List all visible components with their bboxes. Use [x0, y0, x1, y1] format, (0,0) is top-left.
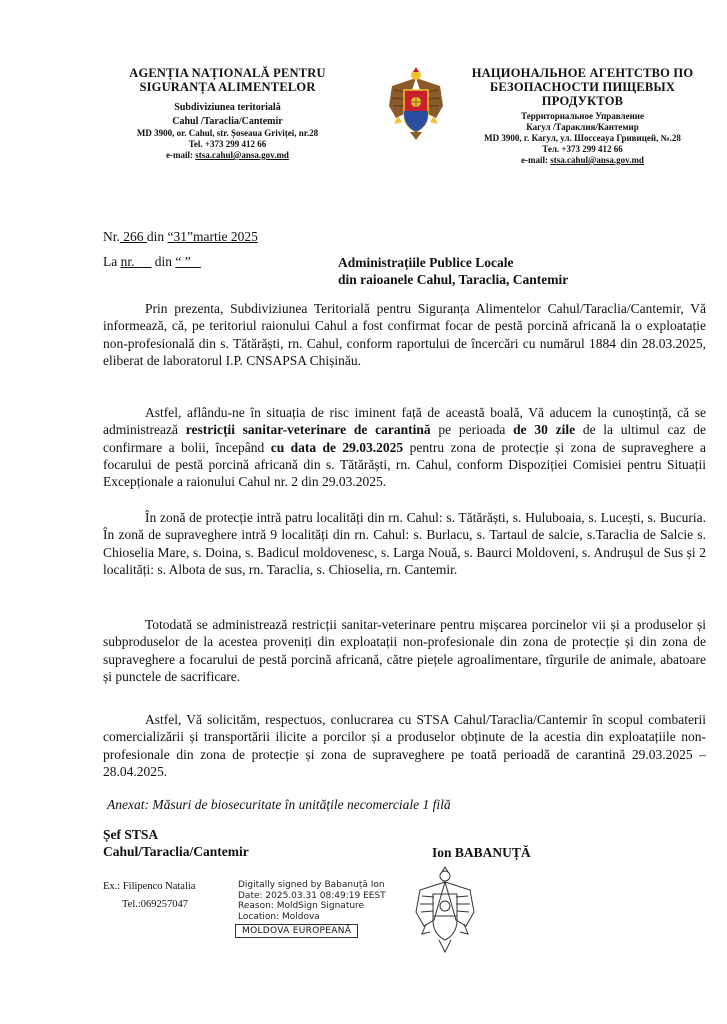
email-link-ro[interactable]: stsa.cahul@ansa.gov.md	[195, 150, 289, 160]
nr-prefix: Nr.	[103, 229, 120, 244]
email-label-ru: e-mail:	[521, 155, 549, 165]
paragraph-2	[103, 404, 706, 490]
moldova-coat-of-arms-icon	[386, 66, 446, 142]
paragraph-1-text: Prin prezenta, Subdiviziunea Teritorială pentru Siguranța Alimentelor Cahul/Taraclia/Cantemir, Vă informează, că, pe teritoriul raionului Cahul a fost confirmat focar de pestă porcină africană la o exploatație non-profesională din s. Tătărăști, rn. Cahul, conform raportului de încercări cu numărul 1884 din 28.03.2025, eliberat de laboratorul I.P. CNSAPSA Chișinău.	[103, 301, 706, 368]
email-row-ro	[105, 150, 350, 161]
moldova-coat-of-arms-outline-icon	[412, 866, 478, 956]
tel-ru: Тел. +373 299 412 66	[542, 144, 623, 154]
nr-din: din	[146, 229, 168, 244]
executor-name: Ex.: Filipenco Natalia	[103, 881, 196, 892]
digital-signature-info	[238, 880, 386, 922]
paragraph-3-text: În zonă de protecție intră patru localități din rn. Cahul: s. Tătărăști, s. Huluboaia, s. Lucești, s. Bucuria. În zonă de supraveghere intră 9 localități din rn. Cahul: s. Burlacu, s. Tartaul de salcie, s.Taraclia de Salcie s. Chioselia Mare, s. Doina, s. Badicul moldovenesc, s. Larga Nouă, s. Baurci Moldoveni, s. Andrușul de Sus și 2 localități: s. Albota de sus, rn. Taraclia, s. Chioselia, rn. Cantemir.	[103, 510, 706, 577]
signatory-role	[103, 826, 249, 860]
la-din: din	[151, 254, 176, 269]
subdivision-ru-line1: Территориальное Управление	[521, 111, 644, 121]
paragraph-3	[103, 509, 706, 578]
agency-title-ro-line2: SIGURANȚA ALIMENTELOR	[139, 80, 316, 94]
paragraph-4	[103, 616, 706, 685]
agency-title-ru-line2: БЕЗОПАСНОСТИ ПИЩЕВЫХ	[489, 80, 676, 94]
digital-signature-line4: Location: Moldova	[238, 911, 320, 922]
addressee-line2: din raioanele Cahul, Taraclia, Cantemir	[338, 272, 569, 287]
p2-duration: de 30 zile	[513, 422, 576, 438]
executor-phone: Tel.:069257047	[122, 899, 189, 910]
email-row-ru	[455, 155, 710, 166]
digital-signature-line3: Reason: MoldSign Signature	[238, 901, 365, 911]
digital-signature-badge: MOLDOVA EUROPEANĂ	[235, 924, 358, 938]
p2-part-g: pentru zona de protecție și zona de supraveghere a focarului de pestă porcină africană din s. Tătărăști, rn. Cahul, conform Dispoziției Comisiei pentru Situații Excepționale a raionului Cahul nr. 2 din 29.03.2025.	[103, 439, 706, 490]
paragraph-4-text: Totodată se administrează restricții sanitar-veterinare pentru mișcarea porcinelor vii și a produselor și subproduselor de la acestea proveniți din exploatații non-profesionale din zona de protecție și din zona de supraveghere a focarului de pestă porcină africană, către piețele agroalimentare, tîrgurile de animale, abatoare și punctele de sacrificare.	[103, 617, 706, 684]
p2-start-date: cu data de 29.03.2025	[270, 439, 404, 455]
signatory-role-line1: Șef STSA	[103, 827, 159, 842]
incoming-reference	[103, 254, 201, 270]
address-ro: MD 3900, or. Cahul, str. Șoseaua Griviței, nr.28	[136, 128, 319, 138]
nr-value: 266	[119, 229, 147, 244]
agency-title-ro-line1: AGENȚIA NAȚIONALĂ PENTRU	[129, 66, 326, 80]
la-date: “ ”	[175, 254, 191, 269]
email-label-ro: e-mail:	[166, 150, 194, 160]
subdivision-ro-line2: Cahul /Taraclia/Cantemir	[172, 116, 283, 127]
outgoing-reference	[103, 229, 258, 245]
p2-part-e: de la ultimul caz de confirmare a bolii, începând	[103, 422, 707, 455]
address-ru: MD 3900, г. Кагул, ул. Шоссеаyа Гривицей, №.28	[484, 133, 681, 143]
executor-info	[103, 878, 195, 914]
agency-title-ru-line3: ПРОДУКТОВ	[541, 94, 624, 108]
email-link-ru[interactable]: stsa.cahul@ansa.gov.md	[550, 155, 644, 165]
p2-part-c: pe perioada	[430, 422, 514, 438]
paragraph-5	[103, 711, 706, 780]
signatory-role-line2: Cahul/Taraclia/Cantemir	[103, 844, 249, 859]
signatory-name: Ion BABANUȚĂ	[432, 845, 531, 860]
agency-title-ru-line1: НАЦИОНАЛЬНОЕ АГЕНТСТВО ПО	[471, 66, 694, 80]
p2-restrictions: restricții sanitar-veterinare de carantină	[185, 422, 431, 438]
addressee	[338, 254, 568, 288]
annex-note: Anexat: Măsuri de biosecuritate în unitățile necomerciale 1 filă	[107, 797, 451, 812]
header-right	[455, 66, 710, 166]
digital-signature-line1: Digitally signed by Babanuță Ion	[238, 880, 385, 890]
la-nr: nr.	[120, 254, 135, 269]
paragraph-2-text	[103, 404, 706, 490]
tel-ro: Tel. +373 299 412 66	[188, 139, 267, 149]
digital-signature-line2: Date: 2025.03.31 08:49:19 EEST	[238, 890, 386, 901]
p2-part-a: Astfel, aflându-ne în situația de risc iminent față de această boală, Vă aducem la cunoștință, că se administrează	[103, 405, 706, 438]
la-prefix: La	[103, 254, 121, 269]
paragraph-1	[103, 300, 706, 369]
paragraph-5-text: Astfel, Vă solicităm, respectuos, conlucrarea cu STSA Cahul/Taraclia/Cantemir în scopul combaterii comercializării și transportării ilicite a porcilor și a produselor obținute de la acestia din exploatațiile non-profesionale din zona de protecție și zona de supraveghere pe toată perioadă de carantină 29.03.2025 – 28.04.2025.	[103, 712, 706, 779]
header-left	[105, 66, 350, 161]
nr-date: “31”martie 2025	[167, 229, 258, 244]
subdivision-ru-line2: Кагул /Тараклия/Кантемир	[526, 122, 639, 132]
subdivision-ro-line1: Subdiviziunea teritorială	[174, 102, 281, 113]
addressee-line1: Administrațiile Publice Locale	[338, 255, 514, 270]
